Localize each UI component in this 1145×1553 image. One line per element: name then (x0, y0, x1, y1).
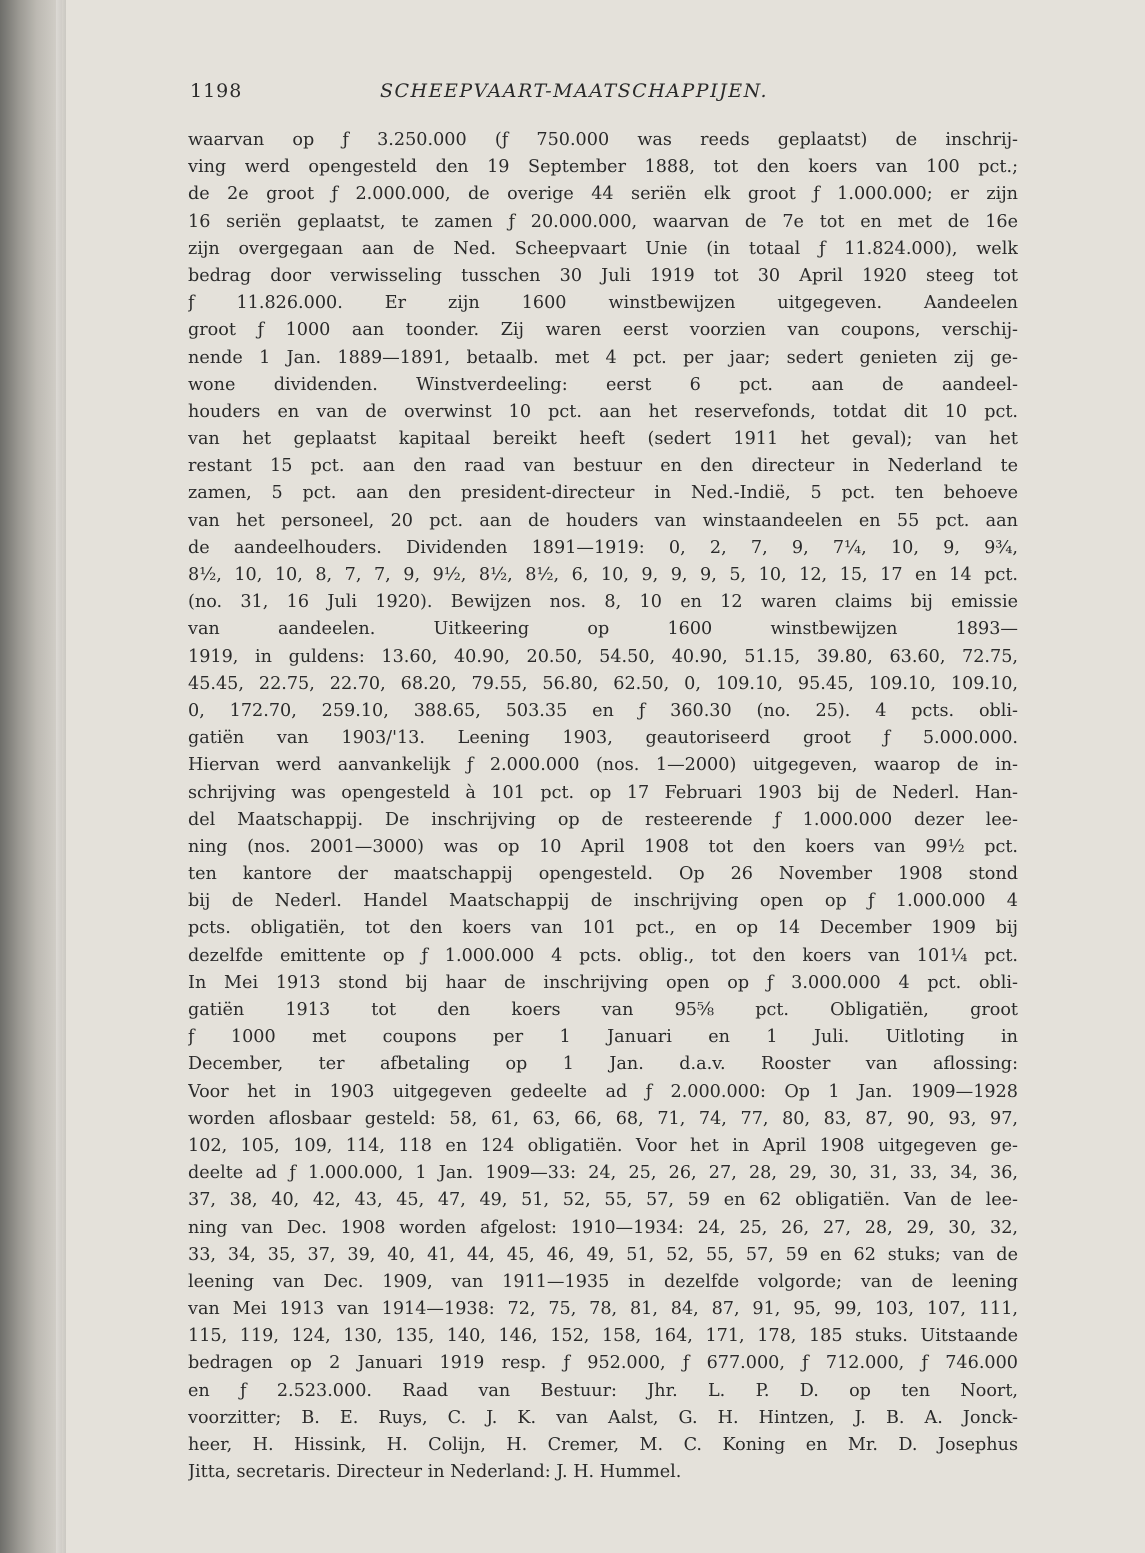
text-line: ning (nos. 2001—3000) was op 10 April 1908 tot den koers van 99½ pct. (188, 836, 1018, 857)
text-line: voorzitter; B. E. Ruys, C. J. K. van Aalst, G. H. Hintzen, J. B. A. Jonck- (188, 1407, 1018, 1428)
text-line: van Mei 1913 van 1914—1938: 72, 75, 78, 81, 84, 87, 91, 95, 99, 103, 107, 111, (188, 1299, 1018, 1320)
text-line: bij de Nederl. Handel Maatschappij de inschrijving open op ƒ 1.000.000 4 (188, 891, 1018, 912)
text-line: wone dividenden. Winstverdeeling: eerst 6 pct. aan de aandeel- (188, 374, 1018, 395)
text-line: ning van Dec. 1908 worden afgelost: 1910—1934: 24, 25, 26, 27, 28, 29, 30, 32, (188, 1217, 1018, 1238)
book-binding (0, 0, 62, 1553)
text-line: December, ter afbetaling op 1 Jan. d.a.v. Rooster van aflossing: (188, 1054, 1018, 1075)
text-line: 33, 34, 35, 37, 39, 40, 41, 44, 45, 46, 49, 51, 52, 55, 57, 59 en 62 stuks; van de (188, 1244, 1018, 1265)
text-line: 45.45, 22.75, 22.70, 68.20, 79.55, 56.80, 62.50, 0, 109.10, 95.45, 109.10, 109.10, (188, 673, 1018, 694)
text-line: 102, 105, 109, 114, 118 en 124 obligatiën. Voor het in April 1908 uitgegeven ge- (188, 1135, 1018, 1156)
text-line: 16 seriën geplaatst, te zamen ƒ 20.000.000, waarvan de 7e tot en met de 16e (188, 211, 1018, 232)
text-line: heer, H. Hissink, H. Colijn, H. Cremer, M. C. Koning en Mr. D. Josephus (188, 1435, 1018, 1455)
text-line: leening van Dec. 1909, van 1911—1935 in dezelfde volgorde; van de leening (188, 1271, 1018, 1292)
text-line: ƒ 11.826.000. Er zijn 1600 winstbewijzen uitgegeven. Aandeelen (188, 293, 1018, 314)
text-line: worden aflosbaar gesteld: 58, 61, 63, 66, 68, 71, 74, 77, 80, 83, 87, 90, 93, 97, (188, 1108, 1018, 1129)
text-line: pcts. obligatiën, tot den koers van 101 pct., en op 14 December 1909 bij (188, 918, 1018, 939)
text-line: houders en van de overwinst 10 pct. aan het reservefonds, totdat dit 10 pct. (188, 401, 1018, 422)
text-line: gatiën 1913 tot den koers van 95⅝ pct. Obligatiën, groot (188, 1000, 1018, 1020)
text-line: Voor het in 1903 uitgegeven gedeelte ad ƒ 2.000.000: Op 1 Jan. 1909—1928 (188, 1081, 1018, 1102)
running-title: SCHEEPVAART-MAATSCHAPPIJEN. (380, 80, 769, 102)
text-line: dezelfde emittente op ƒ 1.000.000 4 pcts. oblig., tot den koers van 101¼ pct. (188, 945, 1018, 966)
text-line: 1919, in guldens: 13.60, 40.90, 20.50, 54.50, 40.90, 51.15, 39.80, 63.60, 72.75, (188, 646, 1018, 667)
text-line: gatiën van 1903/'13. Leening 1903, geautoriseerd groot ƒ 5.000.000. (188, 728, 1018, 749)
text-line: zamen, 5 pct. aan den president-directeur in Ned.-Indië, 5 pct. ten behoeve (188, 483, 1018, 504)
text-line: 37, 38, 40, 42, 43, 45, 47, 49, 51, 52, 55, 57, 59 en 62 obligatiën. Van de lee- (188, 1190, 1018, 1211)
text-line: groot ƒ 1000 aan toonder. Zij waren eerst voorzien van coupons, verschij- (188, 320, 1018, 341)
text-line: zijn overgegaan aan de Ned. Scheepvaart Unie (in totaal ƒ 11.824.000), welk (188, 238, 1018, 259)
text-line: van aandeelen. Uitkeering op 1600 winstbewijzen 1893— (188, 619, 1018, 640)
text-line: de aandeelhouders. Dividenden 1891—1919: 0, 2, 7, 9, 7¼, 10, 9, 9¾, (188, 537, 1018, 558)
body-text (188, 127, 1018, 1486)
text-line: ving werd opengesteld den 19 September 1888, tot den koers van 100 pct.; (188, 157, 1018, 178)
page-number: 1198 (190, 80, 243, 102)
binding-edge (56, 0, 66, 1553)
text-line: schrijving was opengesteld à 101 pct. op 17 Februari 1903 bij de Nederl. Han- (188, 782, 1018, 803)
text-line: del Maatschappij. De inschrijving op de resteerende ƒ 1.000.000 dezer lee- (188, 809, 1018, 830)
text-line: 8½, 10, 10, 8, 7, 7, 9, 9½, 8½, 8½, 6, 10, 9, 9, 9, 5, 10, 12, 15, 17 en 14 pct. (188, 565, 1018, 585)
text-line: de 2e groot ƒ 2.000.000, de overige 44 seriën elk groot ƒ 1.000.000; er zijn (188, 184, 1018, 205)
text-line: van het geplaatst kapitaal bereikt heeft (sedert 1911 het geval); van het (188, 429, 1018, 450)
text-line: restant 15 pct. aan den raad van bestuur en den directeur in Nederland te (188, 456, 1018, 477)
text-line: bedragen op 2 Januari 1919 resp. ƒ 952.000, ƒ 677.000, ƒ 712.000, ƒ 746.000 (188, 1353, 1018, 1374)
text-line: 115, 119, 124, 130, 135, 140, 146, 152, 158, 164, 171, 178, 185 stuks. Uitstaande (188, 1326, 1018, 1347)
text-line: ten kantore der maatschappij opengesteld. Op 26 November 1908 stond (188, 864, 1018, 885)
text-line: deelte ad ƒ 1.000.000, 1 Jan. 1909—33: 24, 25, 26, 27, 28, 29, 30, 31, 33, 34, 36, (188, 1163, 1018, 1184)
text-line: ƒ 1000 met coupons per 1 Januari en 1 Juli. Uitloting in (188, 1027, 1018, 1048)
text-line: bedrag door verwisseling tusschen 30 Juli 1919 tot 30 April 1920 steeg tot (188, 265, 1018, 286)
text-line: (no. 31, 16 Juli 1920). Bewijzen nos. 8, 10 en 12 waren claims bij emissie (188, 592, 1018, 613)
text-line: waarvan op ƒ 3.250.000 (ƒ 750.000 was reeds geplaatst) de inschrij- (188, 130, 1018, 150)
page-header (190, 80, 1020, 112)
text-line: nende 1 Jan. 1889—1891, betaalb. met 4 pct. per jaar; sedert genieten zij ge- (188, 347, 1018, 368)
text-line: en ƒ 2.523.000. Raad van Bestuur: Jhr. L. P. D. op ten Noort, (188, 1380, 1018, 1401)
text-line: 0, 172.70, 259.10, 388.65, 503.35 en ƒ 360.30 (no. 25). 4 pcts. obli- (188, 700, 1018, 721)
text-line: van het personeel, 20 pct. aan de houders van winstaandeelen en 55 pct. aan (188, 510, 1018, 531)
text-line: In Mei 1913 stond bij haar de inschrijving open op ƒ 3.000.000 4 pct. obli- (188, 972, 1018, 993)
text-line: Jitta, secretaris. Directeur in Nederland: J. H. Hummel. (188, 1462, 682, 1483)
text-line: Hiervan werd aanvankelijk ƒ 2.000.000 (nos. 1—2000) uitgegeven, waarop de in- (188, 755, 1018, 776)
